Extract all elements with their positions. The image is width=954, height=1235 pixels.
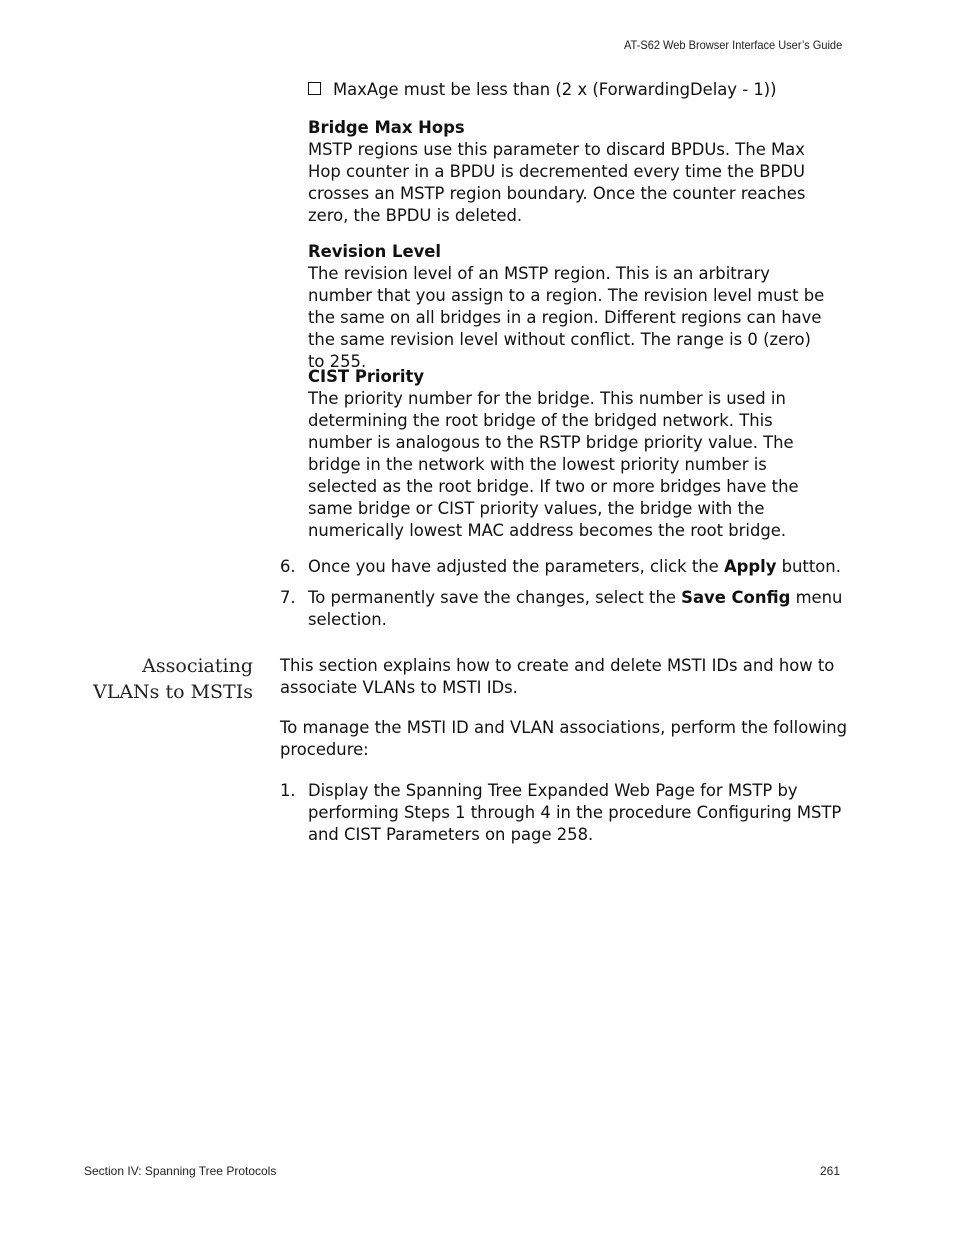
param-description: The revision level of an MSTP region. This is an arbitrary number that you assign to a region. The revision level must be the same on all bridges in a region. Different regions can have the same revision level without conflict. The range is 0 (zero) to 255. <box>308 264 825 371</box>
step-7 <box>280 587 850 631</box>
param-revision-level <box>308 241 828 373</box>
checkbox-list-item <box>308 79 848 101</box>
param-description: The priority number for the bridge. This number is used in determining the root bridge of the bridged network. This number is analogous to the RSTP bridge priority value. The bridge in the network with the lowest priority number is selected as the root bridge. If two or more bridges have the same bridge or CIST priority values, the bridge with the numerically lowest MAC address becomes the root bridge. <box>308 389 799 540</box>
param-heading: Revision Level <box>308 242 442 261</box>
param-heading: Bridge Max Hops <box>308 118 465 137</box>
step-number: 7. <box>280 588 296 607</box>
step-1 <box>280 780 850 846</box>
footer-section-label: Section IV: Spanning Tree Protocols <box>84 1164 277 1178</box>
param-bridge-max-hops <box>308 117 828 227</box>
step-number: 6. <box>280 557 296 576</box>
param-heading: CIST Priority <box>308 367 425 386</box>
running-header: AT-S62 Web Browser Interface User’s Guide <box>623 38 842 52</box>
step-6 <box>280 556 850 578</box>
checkbox-item-text: MaxAge must be less than (2 x (ForwardingDelay - 1)) <box>333 80 777 99</box>
checkbox-icon <box>308 82 321 95</box>
section-heading: Associating VLANs to MSTIs <box>93 655 253 703</box>
procedure-intro: To manage the MSTI ID and VLAN associations, perform the following procedure: <box>280 718 847 759</box>
step-text: Once you have adjusted the parameters, click the Apply button. <box>308 557 841 576</box>
apply-button-reference: Apply <box>723 557 777 576</box>
param-cist-priority <box>308 366 828 542</box>
step-number: 1. <box>280 781 296 800</box>
page-number: 261 <box>819 1164 840 1178</box>
save-config-reference: Save Config <box>681 588 791 607</box>
param-description: MSTP regions use this parameter to discard BPDUs. The Max Hop counter in a BPDU is decremented every time the BPDU crosses an MSTP region boundary. Once the counter reaches zero, the BPDU is deleted. <box>308 140 806 225</box>
step-text: Display the Spanning Tree Expanded Web Page for MSTP by performing Steps 1 through 4 in the procedure Configuring MSTP and CIST Parameters on page 258. <box>308 781 842 844</box>
step-text: To permanently save the changes, select the Save Config menu selection. <box>308 588 843 629</box>
section-intro: This section explains how to create and delete MSTI IDs and how to associate VLANs to MSTI IDs. <box>280 656 835 697</box>
